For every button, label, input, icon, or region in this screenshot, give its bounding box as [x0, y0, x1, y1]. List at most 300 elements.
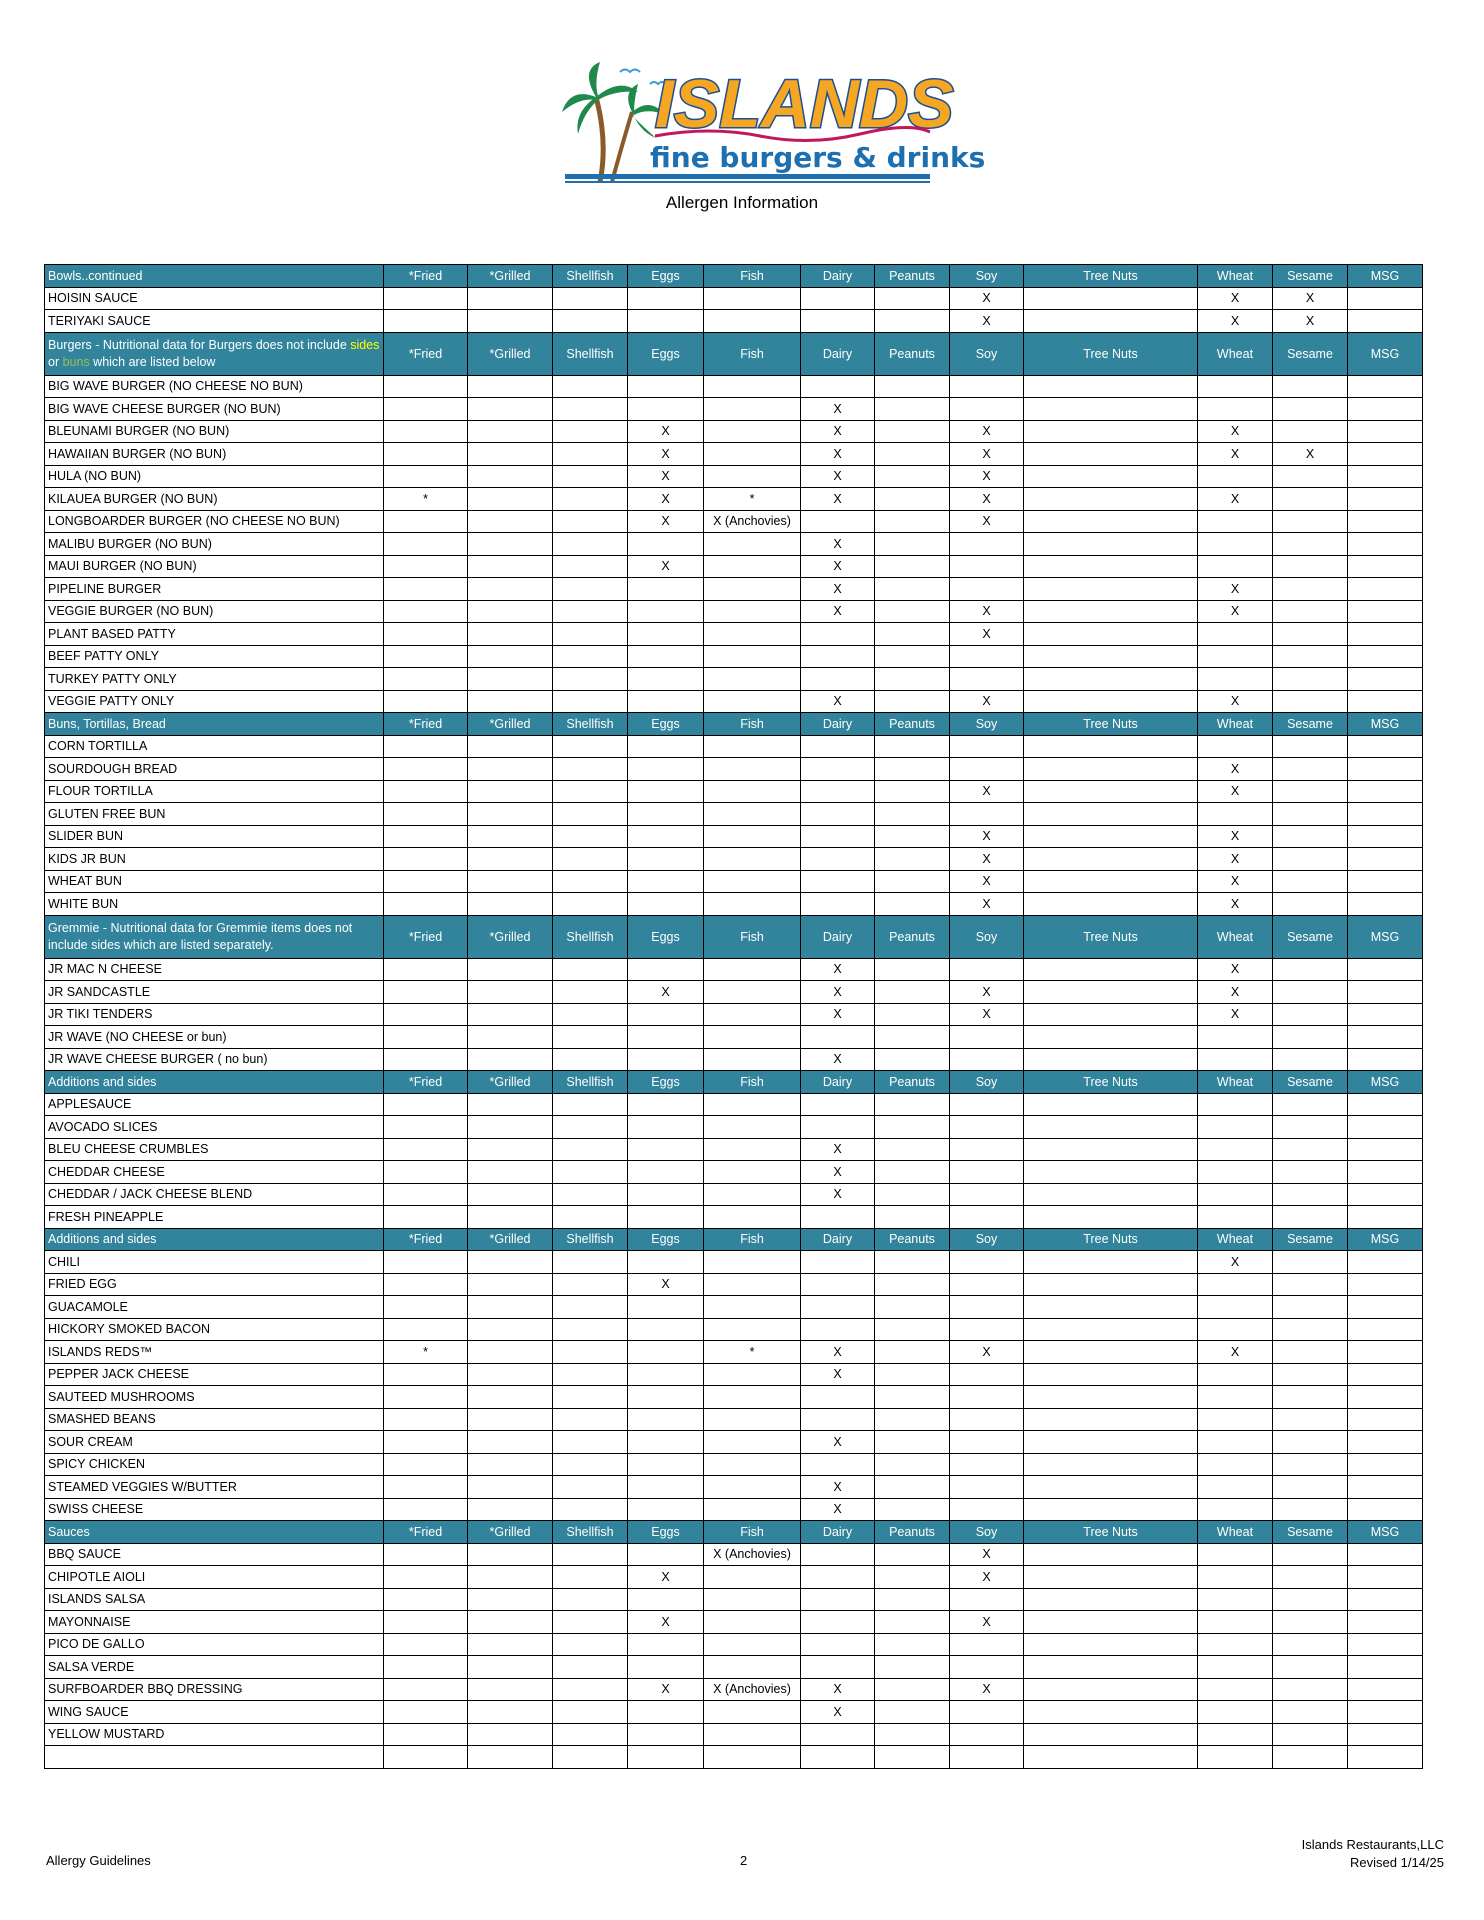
column-header: Eggs: [628, 915, 704, 958]
allergen-cell: X: [628, 510, 704, 533]
allergen-cell: [1198, 1476, 1273, 1499]
allergen-cell: [384, 1566, 468, 1589]
allergen-cell: [384, 735, 468, 758]
column-header: *Fried: [384, 915, 468, 958]
allergen-cell: [384, 375, 468, 398]
allergen-cell: [875, 623, 950, 646]
allergen-cell: [1198, 645, 1273, 668]
allergen-cell: [468, 1161, 553, 1184]
allergen-cell: [384, 1453, 468, 1476]
allergen-cell: [950, 1363, 1024, 1386]
allergen-cell: X: [950, 893, 1024, 916]
column-header: *Fried: [384, 1071, 468, 1094]
allergen-cell: [801, 1026, 875, 1049]
allergen-cell: [950, 1093, 1024, 1116]
allergen-cell: [875, 1048, 950, 1071]
page-number: 2: [740, 1853, 748, 1868]
allergen-cell: [628, 645, 704, 668]
allergen-cell: [468, 1498, 553, 1521]
allergen-cell: [1024, 981, 1198, 1004]
allergen-cell: [950, 1656, 1024, 1679]
allergen-cell: [1024, 1476, 1198, 1499]
allergen-cell: [1348, 555, 1423, 578]
allergen-cell: [553, 623, 628, 646]
section-title: Bowls..continued: [45, 265, 384, 288]
item-name: ISLANDS SALSA: [45, 1588, 384, 1611]
column-header: MSG: [1348, 332, 1423, 375]
column-header: *Grilled: [468, 713, 553, 736]
table-row: [45, 555, 1423, 578]
allergen-cell: [1024, 1566, 1198, 1589]
allergen-cell: [553, 1566, 628, 1589]
table-row: [45, 420, 1423, 443]
item-name: GUACAMOLE: [45, 1296, 384, 1319]
allergen-cell: X: [1198, 1251, 1273, 1274]
column-header: Shellfish: [553, 265, 628, 288]
section-title: Additions and sides: [45, 1228, 384, 1251]
section-title: [45, 332, 384, 375]
allergen-cell: [1273, 533, 1348, 556]
column-header: Eggs: [628, 1521, 704, 1544]
allergen-cell: [1198, 1723, 1273, 1746]
allergen-cell: [468, 735, 553, 758]
allergen-cell: [553, 1206, 628, 1229]
allergen-cell: X: [950, 465, 1024, 488]
allergen-cell: [468, 1746, 553, 1769]
column-header: Eggs: [628, 713, 704, 736]
table-row: [45, 690, 1423, 713]
allergen-cell: [384, 758, 468, 781]
allergen-cell: [1024, 1678, 1198, 1701]
item-name: FLOUR TORTILLA: [45, 780, 384, 803]
table-row: [45, 848, 1423, 871]
allergen-cell: [1198, 465, 1273, 488]
allergen-cell: [1198, 1318, 1273, 1341]
allergen-cell: [875, 668, 950, 691]
allergen-cell: [553, 848, 628, 871]
allergen-cell: X: [628, 443, 704, 466]
allergen-cell: [384, 1476, 468, 1499]
allergen-cell: [1024, 870, 1198, 893]
column-header: Fish: [704, 265, 801, 288]
allergen-cell: [1024, 533, 1198, 556]
allergen-cell: [468, 1026, 553, 1049]
allergen-cell: [875, 443, 950, 466]
allergen-cell: [1198, 1386, 1273, 1409]
allergen-cell: [468, 443, 553, 466]
allergen-cell: [950, 1251, 1024, 1274]
allergen-cell: X: [950, 488, 1024, 511]
allergen-cell: [704, 1138, 801, 1161]
allergen-cell: [628, 735, 704, 758]
allergen-cell: [1198, 803, 1273, 826]
allergen-cell: [384, 848, 468, 871]
allergen-cell: [384, 825, 468, 848]
allergen-cell: [553, 1498, 628, 1521]
table-row: [45, 1453, 1423, 1476]
allergen-cell: [875, 848, 950, 871]
allergen-cell: [553, 1453, 628, 1476]
logo-wordmark: ISLANDS: [655, 66, 954, 142]
allergen-cell: [950, 1431, 1024, 1454]
allergen-cell: [553, 1318, 628, 1341]
column-header: Wheat: [1198, 265, 1273, 288]
allergen-cell: [468, 825, 553, 848]
allergen-cell: [553, 578, 628, 601]
allergen-cell: [875, 1026, 950, 1049]
section-header-row: [45, 713, 1423, 736]
column-header: Fish: [704, 915, 801, 958]
table-row: [45, 1566, 1423, 1589]
allergen-cell: X: [950, 848, 1024, 871]
allergen-cell: [468, 600, 553, 623]
allergen-cell: [1024, 1386, 1198, 1409]
allergen-cell: [875, 1341, 950, 1364]
allergen-cell: X: [950, 870, 1024, 893]
allergen-cell: [468, 1273, 553, 1296]
allergen-cell: [384, 958, 468, 981]
allergen-cell: [628, 780, 704, 803]
allergen-cell: [384, 623, 468, 646]
allergen-cell: [1273, 1701, 1348, 1724]
allergen-cell: [1348, 1431, 1423, 1454]
allergen-cell: [704, 1746, 801, 1769]
allergen-cell: X: [801, 690, 875, 713]
allergen-cell: [628, 623, 704, 646]
allergen-cell: X: [950, 690, 1024, 713]
allergen-cell: [1273, 1341, 1348, 1364]
allergen-cell: [950, 1633, 1024, 1656]
table-row: [45, 1206, 1423, 1229]
allergen-cell: [1273, 1003, 1348, 1026]
allergen-cell: [628, 1138, 704, 1161]
allergen-cell: X: [801, 1341, 875, 1364]
allergen-cell: [1273, 780, 1348, 803]
allergen-cell: [1273, 1318, 1348, 1341]
allergen-cell: [468, 1003, 553, 1026]
allergen-cell: [384, 578, 468, 601]
item-name: KILAUEA BURGER (NO BUN): [45, 488, 384, 511]
allergen-cell: X: [1198, 420, 1273, 443]
allergen-cell: [628, 1183, 704, 1206]
allergen-cell: [468, 803, 553, 826]
allergen-cell: [553, 465, 628, 488]
allergen-cell: X: [950, 981, 1024, 1004]
allergen-cell: [801, 1453, 875, 1476]
allergen-cell: [950, 533, 1024, 556]
column-header: Sesame: [1273, 1071, 1348, 1094]
allergen-cell: [875, 1453, 950, 1476]
allergen-cell: [704, 1476, 801, 1499]
allergen-cell: [950, 1746, 1024, 1769]
allergen-cell: X: [950, 420, 1024, 443]
allergen-cell: [801, 645, 875, 668]
table-row: [45, 893, 1423, 916]
allergen-cell: [704, 958, 801, 981]
allergen-cell: [553, 1341, 628, 1364]
allergen-cell: [1198, 1701, 1273, 1724]
allergen-cell: [1198, 1183, 1273, 1206]
allergen-cell: [875, 1318, 950, 1341]
revision-date: Revised 1/14/25: [1350, 1855, 1444, 1870]
item-name: MALIBU BURGER (NO BUN): [45, 533, 384, 556]
item-name: SMASHED BEANS: [45, 1408, 384, 1431]
allergen-cell: [950, 1183, 1024, 1206]
allergen-cell: [875, 1296, 950, 1319]
item-name: JR WAVE (NO CHEESE or bun): [45, 1026, 384, 1049]
allergen-cell: X: [1273, 287, 1348, 310]
allergen-cell: [1024, 1251, 1198, 1274]
allergen-cell: [553, 1026, 628, 1049]
allergen-cell: [875, 1408, 950, 1431]
logo-tagline: fine burgers & drinks: [650, 141, 986, 174]
allergen-cell: *: [384, 488, 468, 511]
allergen-cell: [384, 310, 468, 333]
allergen-cell: [704, 1633, 801, 1656]
table-row: [45, 1476, 1423, 1499]
allergen-cell: [384, 645, 468, 668]
column-header: Peanuts: [875, 1521, 950, 1544]
allergen-cell: [950, 1453, 1024, 1476]
column-header: Sesame: [1273, 332, 1348, 375]
allergen-cell: [553, 1611, 628, 1634]
allergen-cell: [468, 555, 553, 578]
allergen-cell: [468, 533, 553, 556]
allergen-cell: [468, 1386, 553, 1409]
allergen-cell: X: [1198, 600, 1273, 623]
table-row: [45, 465, 1423, 488]
allergen-cell: [553, 758, 628, 781]
allergen-cell: [1348, 1183, 1423, 1206]
allergen-cell: [1348, 825, 1423, 848]
allergen-cell: [875, 1363, 950, 1386]
column-header: Tree Nuts: [1024, 1521, 1198, 1544]
allergen-cell: [801, 1273, 875, 1296]
allergen-cell: [875, 1138, 950, 1161]
footer-company-block: [1302, 1836, 1444, 1872]
allergen-cell: [1348, 533, 1423, 556]
allergen-cell: [704, 1498, 801, 1521]
allergen-cell: X: [950, 1341, 1024, 1364]
allergen-cell: [468, 623, 553, 646]
allergen-cell: [468, 287, 553, 310]
allergen-cell: [1024, 803, 1198, 826]
allergen-cell: *: [704, 1341, 801, 1364]
allergen-cell: [875, 870, 950, 893]
allergen-cell: X: [801, 443, 875, 466]
column-header: *Fried: [384, 265, 468, 288]
allergen-cell: [384, 870, 468, 893]
allergen-cell: [1024, 1161, 1198, 1184]
column-header: Soy: [950, 1071, 1024, 1094]
allergen-cell: [704, 1026, 801, 1049]
allergen-cell: [1348, 600, 1423, 623]
allergen-cell: [628, 893, 704, 916]
allergen-cell: X: [1198, 893, 1273, 916]
allergen-cell: X: [801, 1701, 875, 1724]
allergen-cell: X: [1198, 287, 1273, 310]
allergen-cell: [553, 1183, 628, 1206]
allergen-cell: [875, 1116, 950, 1139]
allergen-cell: [1273, 600, 1348, 623]
table-row: [45, 1318, 1423, 1341]
item-name: CHIPOTLE AIOLI: [45, 1566, 384, 1589]
item-name: VEGGIE PATTY ONLY: [45, 690, 384, 713]
column-header: Soy: [950, 713, 1024, 736]
column-header: Tree Nuts: [1024, 332, 1198, 375]
column-header: Shellfish: [553, 1071, 628, 1094]
section-header-row: [45, 332, 1423, 375]
allergen-cell: [384, 1588, 468, 1611]
column-header: Tree Nuts: [1024, 713, 1198, 736]
allergen-cell: [628, 1363, 704, 1386]
table-row: [45, 1296, 1423, 1319]
allergen-cell: [384, 1003, 468, 1026]
allergen-cell: [628, 1296, 704, 1319]
allergen-cell: [1273, 1633, 1348, 1656]
column-header: Peanuts: [875, 332, 950, 375]
allergen-cell: [704, 600, 801, 623]
allergen-cell: [553, 443, 628, 466]
allergen-cell: [875, 1566, 950, 1589]
column-header: *Fried: [384, 1521, 468, 1544]
allergen-cell: [384, 1273, 468, 1296]
allergen-cell: [628, 1251, 704, 1274]
allergen-cell: [801, 1093, 875, 1116]
table-row: [45, 310, 1423, 333]
allergen-cell: [1273, 758, 1348, 781]
allergen-cell: [1273, 1363, 1348, 1386]
allergen-cell: [801, 310, 875, 333]
allergen-cell: X: [1198, 825, 1273, 848]
allergen-cell: X: [801, 1003, 875, 1026]
allergen-cell: [801, 1723, 875, 1746]
allergen-cell: [1024, 465, 1198, 488]
allergen-cell: [1024, 1746, 1198, 1769]
allergen-cell: X: [628, 420, 704, 443]
item-name: LONGBOARDER BURGER (NO CHEESE NO BUN): [45, 510, 384, 533]
allergen-cell: [1198, 1161, 1273, 1184]
column-header: Sesame: [1273, 1521, 1348, 1544]
allergen-cell: [704, 893, 801, 916]
allergen-cell: [553, 870, 628, 893]
allergen-cell: [1273, 465, 1348, 488]
allergen-cell: [704, 1723, 801, 1746]
allergen-cell: [628, 668, 704, 691]
allergen-cell: X: [950, 780, 1024, 803]
allergen-cell: [1273, 1386, 1348, 1409]
allergen-cell: [1273, 1408, 1348, 1431]
allergen-cell: [468, 310, 553, 333]
column-header: Fish: [704, 332, 801, 375]
item-name: FRESH PINEAPPLE: [45, 1206, 384, 1229]
allergen-cell: [1348, 1633, 1423, 1656]
item-name: BIG WAVE CHEESE BURGER (NO BUN): [45, 398, 384, 421]
allergen-cell: [1198, 555, 1273, 578]
allergen-cell: [875, 1161, 950, 1184]
allergen-cell: [875, 1251, 950, 1274]
table-row: [45, 623, 1423, 646]
allergen-cell: [384, 533, 468, 556]
table-row: [45, 1138, 1423, 1161]
allergen-cell: [553, 375, 628, 398]
allergen-cell: [704, 645, 801, 668]
allergen-cell: [553, 1273, 628, 1296]
allergen-cell: [384, 443, 468, 466]
allergen-cell: [468, 578, 553, 601]
allergen-cell: [553, 893, 628, 916]
allergen-cell: [1348, 1723, 1423, 1746]
allergen-cell: [1348, 1273, 1423, 1296]
allergen-cell: [950, 1588, 1024, 1611]
allergen-cell: [1024, 375, 1198, 398]
column-header: Sesame: [1273, 915, 1348, 958]
allergen-cell: [1348, 958, 1423, 981]
allergen-cell: [950, 758, 1024, 781]
column-header: Dairy: [801, 1521, 875, 1544]
allergen-cell: [1348, 1701, 1423, 1724]
item-name: PICO DE GALLO: [45, 1633, 384, 1656]
allergen-cell: X: [1198, 1341, 1273, 1364]
item-name: SWISS CHEESE: [45, 1498, 384, 1521]
allergen-cell: [1024, 1701, 1198, 1724]
allergen-cell: [384, 1498, 468, 1521]
allergen-cell: [384, 780, 468, 803]
allergen-cell: [468, 893, 553, 916]
table-row: [45, 1543, 1423, 1566]
allergen-cell: [1024, 1048, 1198, 1071]
allergen-cell: [1273, 623, 1348, 646]
allergen-cell: [875, 420, 950, 443]
allergen-cell: [704, 1161, 801, 1184]
allergen-cell: [628, 1498, 704, 1521]
table-row: [45, 958, 1423, 981]
item-name: JR WAVE CHEESE BURGER ( no bun): [45, 1048, 384, 1071]
allergen-cell: [384, 1611, 468, 1634]
column-header: *Grilled: [468, 332, 553, 375]
allergen-cell: [468, 420, 553, 443]
allergen-cell: X: [801, 1161, 875, 1184]
allergen-cell: X (Anchovies): [704, 510, 801, 533]
column-header: Fish: [704, 1071, 801, 1094]
allergen-cell: X: [628, 981, 704, 1004]
allergen-cell: [1273, 420, 1348, 443]
allergen-cell: X: [628, 1611, 704, 1634]
allergen-cell: [1273, 1453, 1348, 1476]
allergen-cell: [875, 981, 950, 1004]
allergen-cell: [628, 803, 704, 826]
company-name: Islands Restaurants,LLC: [1301, 1837, 1444, 1852]
item-name: APPLESAUCE: [45, 1093, 384, 1116]
column-header: Wheat: [1198, 1521, 1273, 1544]
allergen-cell: X: [801, 578, 875, 601]
allergen-cell: [1273, 375, 1348, 398]
allergen-cell: [553, 1251, 628, 1274]
allergen-cell: [950, 803, 1024, 826]
allergen-cell: [704, 668, 801, 691]
column-header: Fish: [704, 1521, 801, 1544]
allergen-cell: [628, 1026, 704, 1049]
allergen-cell: [704, 375, 801, 398]
table-row: [45, 1701, 1423, 1724]
item-name: TERIYAKI SAUCE: [45, 310, 384, 333]
item-name: WING SAUCE: [45, 1701, 384, 1724]
column-header: Peanuts: [875, 1228, 950, 1251]
allergen-cell: [704, 1093, 801, 1116]
column-header: Wheat: [1198, 915, 1273, 958]
allergen-cell: [875, 375, 950, 398]
allergen-cell: [801, 1543, 875, 1566]
